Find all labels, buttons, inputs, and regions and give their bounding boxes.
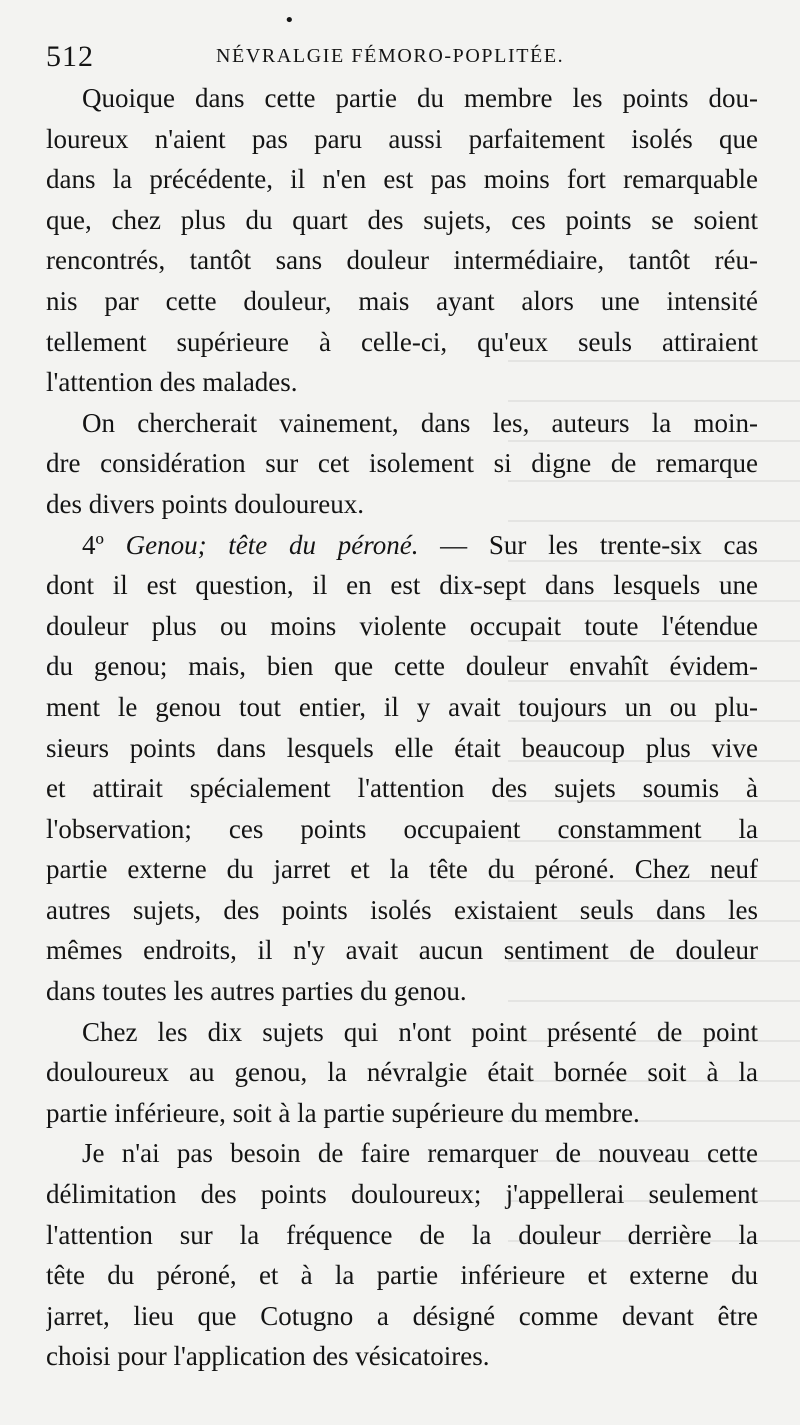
text-line: du genou; mais, bien que cette douleur envahît évidem- <box>46 651 758 682</box>
text-line: On chercherait vainement, dans les, auteurs la moin- <box>82 407 758 438</box>
text-line: dans la précédente, il n'en est pas moins fort remarquable <box>46 164 758 195</box>
text-line: jarret, lieu que Cotugno a désigné comme devant être <box>46 1300 758 1331</box>
text-line: sieurs points dans lesquels elle était beaucoup plus vive <box>46 732 758 763</box>
text-line: partie externe du jarret et la tête du péroné. Chez neuf <box>46 854 758 885</box>
paragraph-2 <box>46 403 758 525</box>
text-line: délimitation des points douloureux; j'appellerai seulement <box>46 1179 758 1210</box>
paragraph-1 <box>46 78 758 403</box>
text-line: l'attention sur la fréquence de la douleur derrière la <box>46 1219 758 1250</box>
text-line: tellement supérieure à celle-ci, qu'eux seuls attiraient <box>46 326 758 357</box>
text-line: loureux n'aient pas paru aussi parfaitement isolés que <box>46 123 758 154</box>
paragraph-3 <box>46 525 758 1012</box>
text-line: choisi pour l'application des vésicatoires. <box>46 1341 490 1372</box>
text-line: l'observation; ces points occupaient constamment la <box>46 813 758 844</box>
text-line: Quoique dans cette partie du membre les points dou- <box>82 83 758 113</box>
text-line: l'attention des malades. <box>46 367 298 398</box>
text-line: partie inférieure, soit à la partie supérieure du membre. <box>46 1097 640 1128</box>
text-line: et attirait spécialement l'attention des sujets soumis à <box>46 773 758 804</box>
page-number: 512 <box>46 40 94 73</box>
text-line: nis par cette douleur, mais ayant alors une intensité <box>46 285 758 316</box>
text-line: Je n'ai pas besoin de faire remarquer de nouveau cette <box>82 1138 758 1169</box>
page-header <box>46 10 756 80</box>
text-line: dont il est question, il en est dix-sept dans lesquels une <box>46 570 758 601</box>
text-line: Chez les dix sujets qui n'ont point présenté de point <box>82 1016 758 1047</box>
text-line: douloureux au genou, la névralgie était bornée soit à la <box>46 1057 758 1088</box>
text-line: dre considération sur cet isolement si digne de remarque <box>46 448 758 479</box>
section-number: 4º <box>82 529 104 560</box>
header-mark: • <box>284 10 295 31</box>
text-line: autres sujets, des points isolés existaient seuls dans les <box>46 894 758 925</box>
paragraph-5 <box>46 1133 758 1377</box>
section-heading-line <box>46 525 758 566</box>
running-head: NÉVRALGIE FÉMORO-POPLITÉE. <box>216 45 565 67</box>
section-heading-rest: — Sur les trente-six cas <box>418 529 758 560</box>
section-title: Genou; tête du péroné. <box>125 529 419 560</box>
text-line: tête du péroné, et à la partie inférieure et externe du <box>46 1260 758 1291</box>
text-line: des divers points douloureux. <box>46 488 364 519</box>
text-line: ment le genou tout entier, il y avait toujours un ou plu- <box>46 691 758 722</box>
body-text <box>46 78 758 1377</box>
text-line: mêmes endroits, il n'y avait aucun sentiment de douleur <box>46 935 758 966</box>
text-line: dans toutes les autres parties du genou. <box>46 976 467 1007</box>
text-line: rencontrés, tantôt sans douleur intermédiaire, tantôt réu- <box>46 245 758 276</box>
text-line: douleur plus ou moins violente occupait toute l'étendue <box>46 610 758 641</box>
text-line: que, chez plus du quart des sujets, ces points se soient <box>46 204 758 235</box>
paragraph-4 <box>46 1012 758 1134</box>
